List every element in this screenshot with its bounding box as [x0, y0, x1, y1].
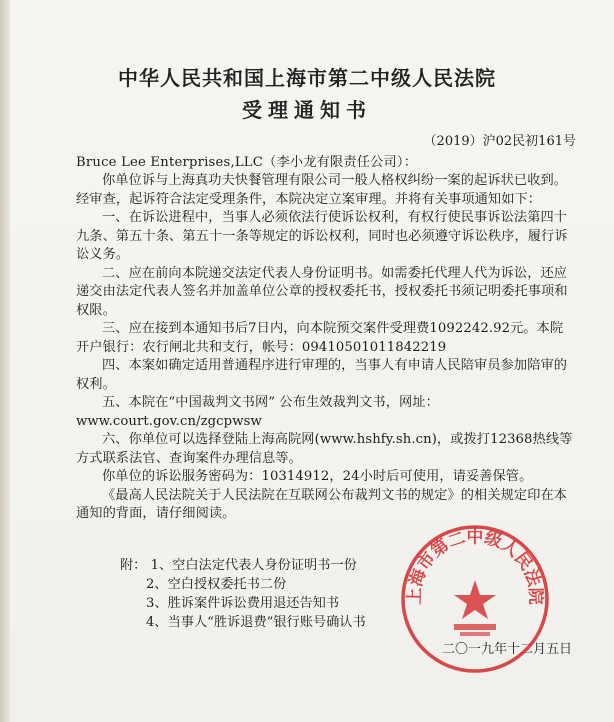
case-number: （2019）沪02民初161号: [423, 134, 576, 149]
seal-text: 上海市第二中级人民法院: [404, 527, 546, 605]
item-paragraph-4: 四、本案如确定适用普通程序进行审理的，当事人有申请人民陪审员参加陪审的权利。: [76, 358, 568, 392]
attachment-item-2: 2、空白授权委托书二份: [146, 577, 287, 592]
item-paragraph-1: 一、在诉讼进程中，当事人必须依法行使诉讼权利，有权行使民事诉讼法第四十九条、第五十条、第五十一条等规定的诉讼权利，同时也必须遵守诉讼秩序，履行诉讼义务。: [76, 210, 568, 262]
issue-date: 二〇一九年十二月五日: [441, 642, 572, 657]
court-seal-stamp: [396, 520, 554, 678]
item-paragraph-3: 三、应在接到本通知书后7日内，向本院预交案件受理费1092242.92元。本院开户银行：农行闸北共和支行，帐号：09410501011842219: [76, 321, 564, 355]
attachment-item-4: 4、当事人“胜诉退费”银行账号确认书: [146, 615, 366, 630]
item-paragraph-2: 二、应在前向本院递交法定代表人身份证明书。如需委托代理人代为诉讼，还应递交由法定代表人签名并加盖单位公章的授权委托书，授权委托书须记明委托事项和权限。: [76, 265, 568, 318]
seal-star-icon: [454, 580, 496, 619]
service-password-paragraph: 你单位的诉讼服务密码为：10314912，24小时后可使用，请妥善保管。: [102, 469, 533, 484]
regulation-notice-paragraph: 《最高人民法院关于人民法院在互联网公布裁判文书的规定》的相关规定印在本通知的背面，请仔细阅读。: [76, 487, 568, 521]
document-title: 受理通知书: [242, 98, 372, 122]
attachments-label: 附：: [120, 558, 147, 573]
item-paragraph-5: 五、本院在“中国裁判文书网” 公布生效裁判文书，网址：www.court.gov.cn/zgcpwsw: [76, 395, 439, 429]
attachments-list: [120, 556, 366, 632]
court-name-heading: 中华人民共和国上海市第二中级人民法院: [118, 66, 496, 90]
attachment-item-1: 附： 1、空白法定代表人身份证明书一份: [120, 558, 357, 573]
recipient-line: Bruce Lee Enterprises,LLC（李小龙有限责任公司）：: [76, 155, 418, 170]
attachment-item-3: 3、胜诉案件诉讼费用退还告知书: [146, 596, 340, 611]
notice-body: [76, 172, 576, 524]
item-paragraph-6: 六、你单位可以选择登陆上海高院网(www.hshfy.sh.cn)，或拨打12368热线等方式联系法官、查询案件办理信息等。: [76, 432, 573, 466]
intro-paragraph: 你单位诉与上海真功夫快餐管理有限公司一般人格权纠纷一案的起诉状已收到。经审查，起诉符合法定受理条件，本院决定立案审理。并将有关事项通知如下：: [76, 173, 568, 207]
